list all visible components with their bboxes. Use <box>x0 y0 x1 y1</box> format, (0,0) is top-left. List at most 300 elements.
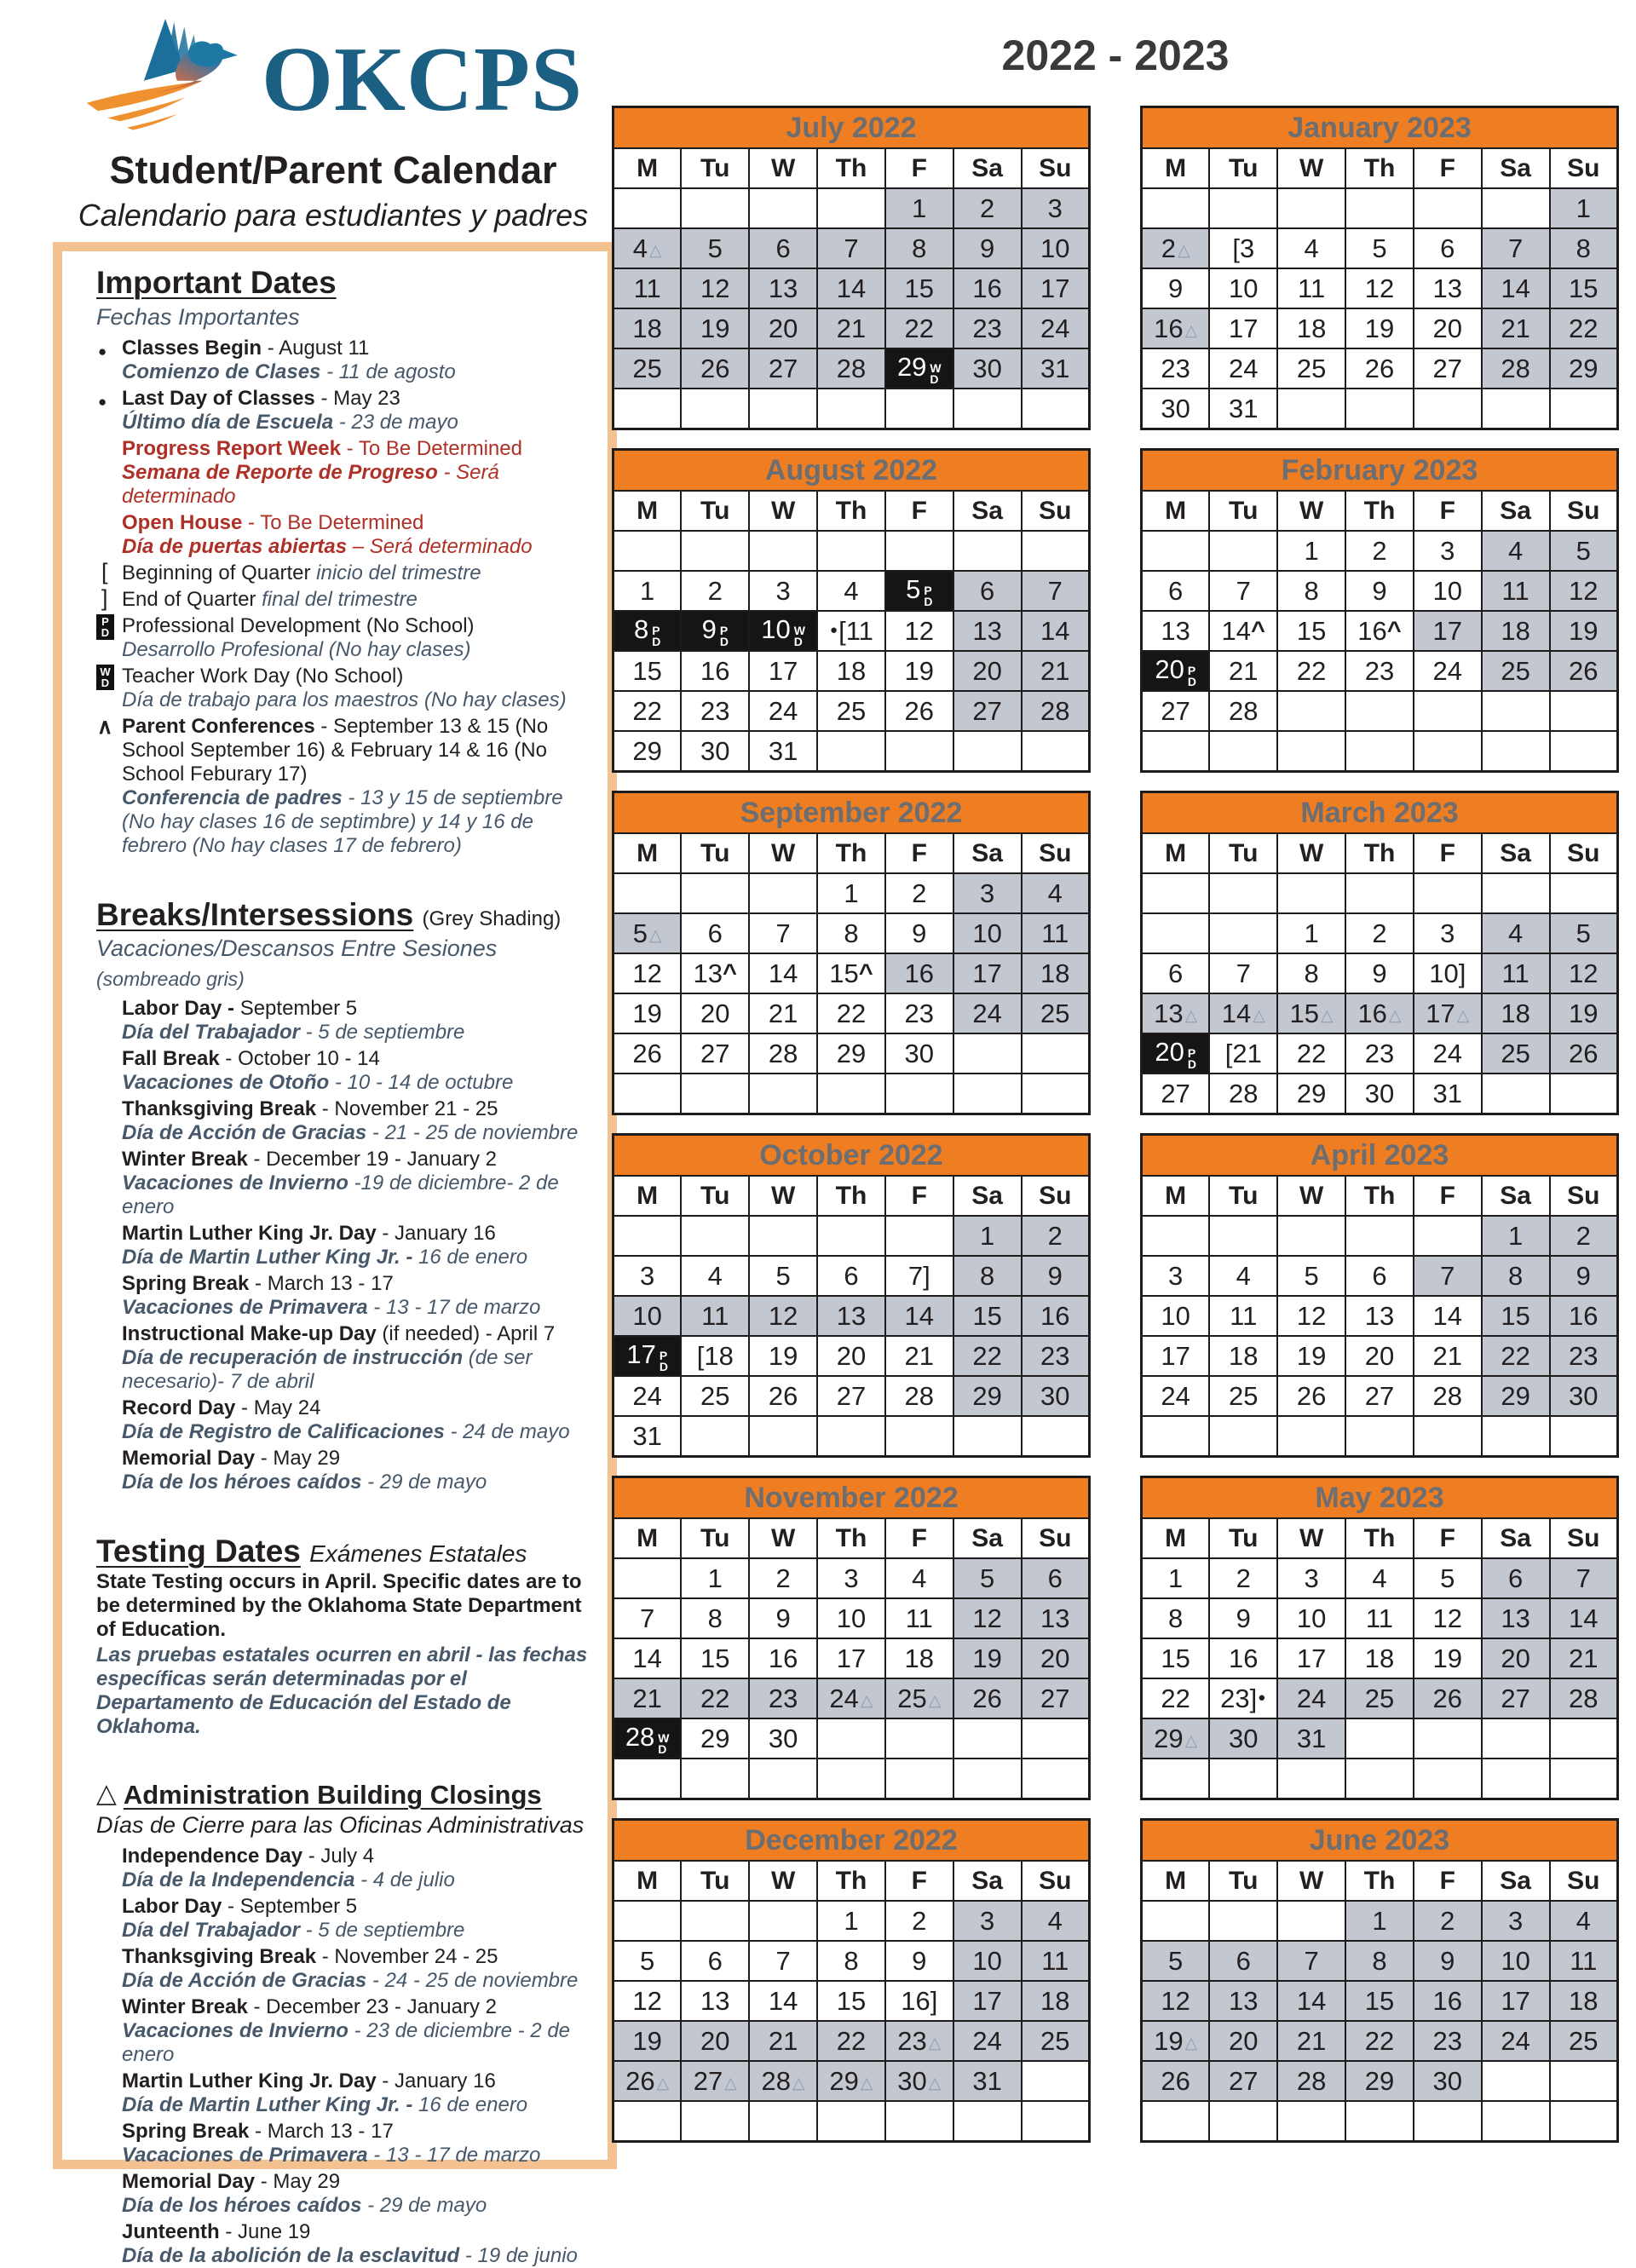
day-cell <box>1209 531 1277 571</box>
day-number: 3 <box>1440 918 1455 948</box>
day-cell <box>749 1033 817 1074</box>
day-number: 18 <box>904 1643 935 1673</box>
day-cell <box>1277 188 1345 228</box>
day-cell <box>1022 2021 1090 2061</box>
item-text-es: Comienzo de Clases - 11 de agosto <box>122 360 456 383</box>
month-March-2023 <box>1140 791 1619 1115</box>
item-text-en: Last Day of Classes - May 23 <box>122 386 400 410</box>
day-number: 2 <box>1440 1905 1455 1936</box>
day-cell <box>1550 1678 1618 1718</box>
day-cell <box>681 2101 749 2142</box>
day-cell <box>1209 953 1277 993</box>
month-October-2022 <box>612 1133 1091 1458</box>
day-cell <box>1022 1074 1090 1114</box>
day-cell <box>1209 1256 1277 1296</box>
day-cell <box>614 1256 682 1296</box>
sidebar-item <box>96 1222 594 1269</box>
day-cell <box>1209 1376 1277 1416</box>
day-cell <box>1482 571 1550 611</box>
day-cell <box>1142 953 1210 993</box>
day-number: 24 <box>1229 353 1259 383</box>
day-cell <box>1550 1638 1618 1678</box>
day-cell <box>681 1216 749 1256</box>
day-number: 4 <box>1508 918 1524 948</box>
day-number: 11 <box>905 1603 933 1633</box>
day-number: 30 <box>768 1723 798 1753</box>
sidebar-item <box>96 1148 594 1219</box>
day-number: 23 <box>1569 1340 1599 1371</box>
day-number: 4 <box>1047 1905 1063 1936</box>
day-cell <box>817 1336 885 1376</box>
month-title: January 2023 <box>1142 107 1618 149</box>
weekday-header: Tu <box>1209 491 1277 531</box>
day-cell <box>817 691 885 731</box>
day-number: 14 <box>1432 1300 1463 1331</box>
sidebar-item <box>96 1322 594 1394</box>
day-cell <box>953 651 1022 691</box>
testing-section <box>96 1534 594 1739</box>
day-number: 6 <box>980 575 995 606</box>
day-cell <box>681 1256 749 1296</box>
weekday-header: Tu <box>1209 148 1277 188</box>
weekday-header: W <box>1277 491 1345 531</box>
day-number: 21 <box>904 1340 935 1371</box>
day-number: 17 <box>1040 273 1070 303</box>
pd-superscript-icon: P D <box>719 624 729 648</box>
item-text-es: Día de Acción de Gracias - 24 - 25 de noviembre <box>122 1969 579 1993</box>
day-cell <box>1142 1416 1210 1457</box>
day-number: 27 <box>1229 2065 1259 2096</box>
day-number: 17 <box>1229 313 1259 343</box>
weekday-header: Su <box>1550 1176 1618 1216</box>
day-cell <box>953 571 1022 611</box>
day-number: 28 <box>1432 1380 1463 1411</box>
weekday-header: Tu <box>1209 1518 1277 1558</box>
day-number: 9 <box>701 614 717 644</box>
day-number: 20 <box>1432 313 1463 343</box>
day-cell <box>953 1638 1022 1678</box>
day-number: 5 <box>775 1260 791 1291</box>
day-cell <box>1277 1336 1345 1376</box>
day-number: 4 <box>707 1260 723 1291</box>
day-cell <box>1142 1759 1210 1799</box>
day-cell <box>885 2021 953 2061</box>
day-cell <box>817 1216 885 1256</box>
day-number: 9 <box>1047 1260 1063 1291</box>
okcps-bird-logo-icon <box>84 14 258 141</box>
day-number: 14 <box>1296 1985 1327 2016</box>
day-cell <box>1209 1981 1277 2021</box>
day-cell <box>953 913 1022 953</box>
day-number: 8 <box>1304 575 1319 606</box>
day-cell <box>953 993 1022 1033</box>
day-number: 8 <box>1508 1260 1524 1291</box>
day-number: 11 <box>701 1300 729 1331</box>
day-cell <box>681 348 749 389</box>
item-text-es: Día de puertas abiertas – Será determinado <box>122 534 533 558</box>
day-cell <box>1414 691 1482 731</box>
day-cell <box>1550 1718 1618 1759</box>
day-number: 25 <box>1040 998 1070 1028</box>
day-cell <box>749 611 817 651</box>
day-cell <box>885 389 953 429</box>
day-number: 23 <box>1432 2025 1463 2056</box>
day-cell <box>1142 1981 1210 2021</box>
day-cell <box>1550 731 1618 772</box>
month-title: December 2022 <box>614 1820 1090 1862</box>
day-cell <box>1345 1376 1414 1416</box>
day-number: 6 <box>707 1945 723 1976</box>
day-number: 16 <box>768 1643 798 1673</box>
day-cell <box>953 731 1022 772</box>
day-cell <box>1277 1981 1345 2021</box>
day-number: 26 <box>1364 353 1395 383</box>
day-cell <box>1142 571 1210 611</box>
day-cell <box>1482 953 1550 993</box>
day-cell <box>817 1074 885 1114</box>
day-number: 18 <box>1569 1985 1599 2016</box>
day-cell <box>1022 1296 1090 1336</box>
day-cell <box>614 1376 682 1416</box>
day-cell <box>1209 268 1277 308</box>
day-cell <box>681 1558 749 1598</box>
day-cell <box>1550 1901 1618 1941</box>
day-number: 12 <box>1161 1985 1190 2016</box>
weekday-header: Tu <box>681 148 749 188</box>
day-cell <box>1142 1558 1210 1598</box>
day-number: 11 <box>1230 1300 1258 1331</box>
day-number: 1 <box>1372 1905 1387 1936</box>
day-cell <box>1277 389 1345 429</box>
day-cell <box>885 1941 953 1981</box>
testing-heading-es: Exámenes Estatales <box>309 1540 527 1568</box>
day-number: 1 <box>844 1905 859 1936</box>
day-number: 3 <box>1508 1905 1524 1936</box>
brand-block <box>49 9 617 233</box>
day-cell: [3 <box>1209 228 1277 268</box>
day-number: 19 <box>1432 1643 1463 1673</box>
item-text-en: Parent Conferences - September 13 & 15 (No School September 16) & February 14 & 16 (No School Feburary 17) <box>122 714 549 786</box>
day-cell <box>1345 389 1414 429</box>
item-text-en: Record Day - May 24 <box>122 1396 321 1420</box>
day-number: 29 <box>972 1380 1002 1411</box>
day-number: 30 <box>1364 1078 1395 1108</box>
day-cell <box>614 651 682 691</box>
day-cell <box>1414 993 1482 1033</box>
day-number: 18 <box>1296 313 1327 343</box>
day-number: 20 <box>700 2025 730 2056</box>
day-number: 3 <box>980 878 995 908</box>
day-number: 21 <box>1229 655 1259 686</box>
day-cell <box>1345 953 1414 993</box>
day-number: 20 <box>768 313 798 343</box>
day-cell <box>1550 611 1618 651</box>
day-number: 6 <box>1508 1563 1524 1593</box>
day-cell <box>681 611 749 651</box>
day-cell <box>1550 1336 1618 1376</box>
item-text-en: Thanksgiving Break - November 21 - 25 <box>122 1097 498 1121</box>
weekday-header: Th <box>817 1176 885 1216</box>
calendar-column-right <box>1140 106 1619 2161</box>
day-number: 6 <box>1168 958 1184 988</box>
day-cell <box>681 1033 749 1074</box>
day-cell <box>1345 2021 1414 2061</box>
sidebar-item <box>96 1845 594 1892</box>
day-cell <box>1142 1296 1210 1336</box>
day-cell <box>614 1416 682 1457</box>
weekday-header: Sa <box>1482 1861 1550 1901</box>
day-number: 13 <box>1040 1603 1070 1633</box>
day-cell <box>749 1296 817 1336</box>
admin-closing-triangle-icon: △ <box>928 2034 942 2052</box>
day-number: 21 <box>632 1683 662 1713</box>
day-cell <box>1345 1416 1414 1457</box>
day-cell <box>749 571 817 611</box>
day-number: 17 <box>1296 1643 1327 1673</box>
day-cell <box>681 1074 749 1114</box>
day-cell <box>614 1558 682 1598</box>
day-cell <box>749 1376 817 1416</box>
month-December-2022 <box>612 1818 1091 2143</box>
breaks-heading-es2: (sombreado gris) <box>96 968 245 991</box>
day-cell <box>1142 228 1210 268</box>
item-text-es: Vacaciones de Invierno -19 de diciembre- 2 de enero <box>122 1171 559 1219</box>
day-number: 19 <box>1569 998 1599 1028</box>
day-cell <box>885 1416 953 1457</box>
day-cell <box>1550 1074 1618 1114</box>
day-number: 8 <box>1168 1603 1184 1633</box>
day-cell <box>749 1598 817 1638</box>
day-number: 26 <box>700 353 730 383</box>
day-number: 6 <box>1047 1563 1063 1593</box>
day-cell <box>1414 1718 1482 1759</box>
day-cell <box>1142 1376 1210 1416</box>
item-text-es: Desarrollo Profesional (No hay clases) <box>122 637 471 661</box>
weekday-header: F <box>885 1176 953 1216</box>
day-cell <box>885 691 953 731</box>
day-cell <box>1277 873 1345 913</box>
day-number: 27 <box>1364 1380 1395 1411</box>
day-cell <box>1482 268 1550 308</box>
testing-body-en: State Testing occurs in April. Specific dates are to be determined by the Oklahoma State Department of Education. <box>96 1569 582 1641</box>
day-cell <box>1550 1416 1618 1457</box>
day-cell <box>1345 1941 1414 1981</box>
day-cell <box>1209 1759 1277 1799</box>
day-cell <box>1414 1638 1482 1678</box>
item-text-en: Classes Begin - August 11 <box>122 336 370 360</box>
item-text-es: Día de recuperación de instrucción (de ser necesario)- 7 de abril <box>122 1346 533 1394</box>
day-number: 12 <box>632 1985 662 2016</box>
day-cell <box>1482 1256 1550 1296</box>
weekday-header: M <box>614 833 682 873</box>
day-number: 13 <box>972 615 1002 646</box>
day-cell <box>1142 2021 1210 2061</box>
item-text-en: Winter Break - December 19 - January 2 <box>122 1148 497 1171</box>
day-cell <box>1482 1376 1550 1416</box>
item-text-en: Junteenth - June 19 <box>122 2220 311 2244</box>
day-number: 17 <box>972 1985 1002 2016</box>
day-number: 2 <box>1576 1220 1591 1251</box>
breaks-heading: Breaks/Intersessions <box>96 896 414 932</box>
day-cell <box>749 2021 817 2061</box>
weekday-header: Th <box>1345 1861 1414 1901</box>
day-cell <box>681 531 749 571</box>
day-cell <box>1209 731 1277 772</box>
month-title: April 2023 <box>1142 1135 1618 1177</box>
day-number: 7 <box>1236 958 1251 988</box>
pd-superscript-icon: P D <box>659 1349 668 1373</box>
day-cell <box>614 691 682 731</box>
day-cell <box>953 1718 1022 1759</box>
day-cell <box>1209 611 1277 651</box>
day-number: 22 <box>632 695 662 726</box>
weekday-header: Th <box>817 1861 885 1901</box>
day-cell <box>1482 1718 1550 1759</box>
weekday-header: Su <box>1550 1861 1618 1901</box>
day-number: 8 <box>844 1945 859 1976</box>
day-cell <box>1022 1558 1090 1598</box>
day-number: 29 <box>896 352 927 382</box>
day-number: 7 <box>1047 575 1063 606</box>
day-number: 21 <box>1040 655 1070 686</box>
item-text-en: Fall Break - October 10 - 14 <box>122 1047 380 1071</box>
day-number: 9 <box>1372 958 1387 988</box>
day-cell <box>1345 2061 1414 2101</box>
day-cell <box>1142 1678 1210 1718</box>
day-cell <box>1414 1376 1482 1416</box>
day-number: 5 <box>1304 1260 1319 1291</box>
sidebar-item <box>96 437 594 509</box>
day-cell <box>1414 651 1482 691</box>
day-number: 27 <box>700 1038 730 1068</box>
day-cell <box>681 571 749 611</box>
logo-row <box>49 9 617 152</box>
day-cell <box>1345 651 1414 691</box>
day-cell <box>1142 2101 1210 2142</box>
month-title: March 2023 <box>1142 792 1618 834</box>
day-number: 22 <box>1364 2025 1395 2056</box>
day-cell <box>681 2061 749 2101</box>
day-cell <box>1277 1718 1345 1759</box>
day-cell <box>1277 2101 1345 2142</box>
day-cell: 23]● <box>1209 1678 1277 1718</box>
day-number: 13 <box>1364 1300 1395 1331</box>
day-number: 14 <box>632 1643 662 1673</box>
day-cell <box>1345 913 1414 953</box>
day-cell <box>817 2021 885 2061</box>
wd-superscript-icon: W D <box>793 624 805 648</box>
day-cell <box>1414 2021 1482 2061</box>
item-text-en: Progress Report Week - To Be Determined <box>122 436 522 460</box>
day-number: 24 <box>1161 1380 1190 1411</box>
testing-heading: Testing Dates <box>96 1534 301 1569</box>
day-number: 14 <box>1569 1603 1599 1633</box>
weekday-header: Tu <box>1209 833 1277 873</box>
weekday-header: Su <box>1022 1176 1090 1216</box>
day-cell <box>1482 531 1550 571</box>
item-text-en: Instructional Make-up Day (if needed) - April 7 <box>122 1322 556 1346</box>
day-cell <box>1277 1296 1345 1336</box>
day-number: 6 <box>707 918 723 948</box>
day-cell <box>817 1376 885 1416</box>
admin-closing-triangle-icon: △ <box>1184 321 1198 340</box>
day-number: 31 <box>1432 1078 1463 1108</box>
day-cell <box>681 1981 749 2021</box>
day-cell <box>1414 389 1482 429</box>
day-cell <box>1482 2021 1550 2061</box>
day-number: 22 <box>972 1340 1002 1371</box>
day-number: 1 <box>1168 1563 1184 1593</box>
weekday-header: F <box>885 148 953 188</box>
day-cell <box>885 308 953 348</box>
day-number: 12 <box>1364 273 1395 303</box>
day-cell <box>1142 993 1210 1033</box>
day-number: 24 <box>1040 313 1070 343</box>
day-cell <box>749 308 817 348</box>
day-number: 12 <box>904 615 935 646</box>
day-cell <box>614 1336 682 1376</box>
day-cell <box>1277 1376 1345 1416</box>
weekday-header: W <box>749 148 817 188</box>
day-number: 17 <box>1426 998 1455 1028</box>
day-number: 25 <box>632 353 662 383</box>
day-number: 23 <box>904 998 935 1028</box>
day-number: 9 <box>1372 575 1387 606</box>
sidebar-item <box>96 511 594 559</box>
day-number: 29 <box>1296 1078 1327 1108</box>
weekday-header: Su <box>1022 833 1090 873</box>
month-title: June 2023 <box>1142 1820 1618 1862</box>
day-number: 5 <box>1168 1945 1184 1976</box>
weekday-header: Th <box>817 1518 885 1558</box>
day-cell <box>681 1759 749 1799</box>
admin-heading: Administration Building Closings <box>123 1779 542 1810</box>
day-cell <box>1277 2061 1345 2101</box>
day-cell <box>1482 2061 1550 2101</box>
admin-closing-triangle-icon: △ <box>792 2074 805 2092</box>
day-number: 10 <box>1229 273 1259 303</box>
okcps-logo-text: OKCPS <box>261 29 584 130</box>
day-cell <box>1022 2101 1090 2142</box>
item-text-es: Día de la Independencia - 4 de julio <box>122 1868 455 1892</box>
day-number: 30 <box>904 1038 935 1068</box>
day-number: 11 <box>1041 1945 1069 1976</box>
weekday-header: Sa <box>1482 491 1550 531</box>
obr-symbol-icon: [ <box>101 558 108 584</box>
weekday-header: Su <box>1022 1861 1090 1901</box>
day-cell <box>817 1901 885 1941</box>
day-number: 28 <box>625 1722 655 1752</box>
day-number: 16 <box>1357 615 1387 646</box>
day-cell <box>681 873 749 913</box>
day-number: 7 <box>1304 1945 1319 1976</box>
day-number: 16 <box>1040 1300 1070 1331</box>
day-number: 5 <box>632 918 648 948</box>
day-number: 29 <box>1501 1380 1530 1411</box>
day-number: 27 <box>972 695 1002 726</box>
day-cell <box>953 1296 1022 1336</box>
day-number: 28 <box>904 1380 935 1411</box>
weekday-header: F <box>885 833 953 873</box>
day-cell <box>1550 1759 1618 1799</box>
day-number: 28 <box>1501 353 1530 383</box>
day-cell <box>681 1598 749 1638</box>
day-cell <box>953 1901 1022 1941</box>
weekday-header: F <box>885 1518 953 1558</box>
day-number: 28 <box>1569 1683 1599 1713</box>
item-text-en: End of Quarter final del trimestre <box>122 587 418 611</box>
day-number: 9 <box>1440 1945 1455 1976</box>
